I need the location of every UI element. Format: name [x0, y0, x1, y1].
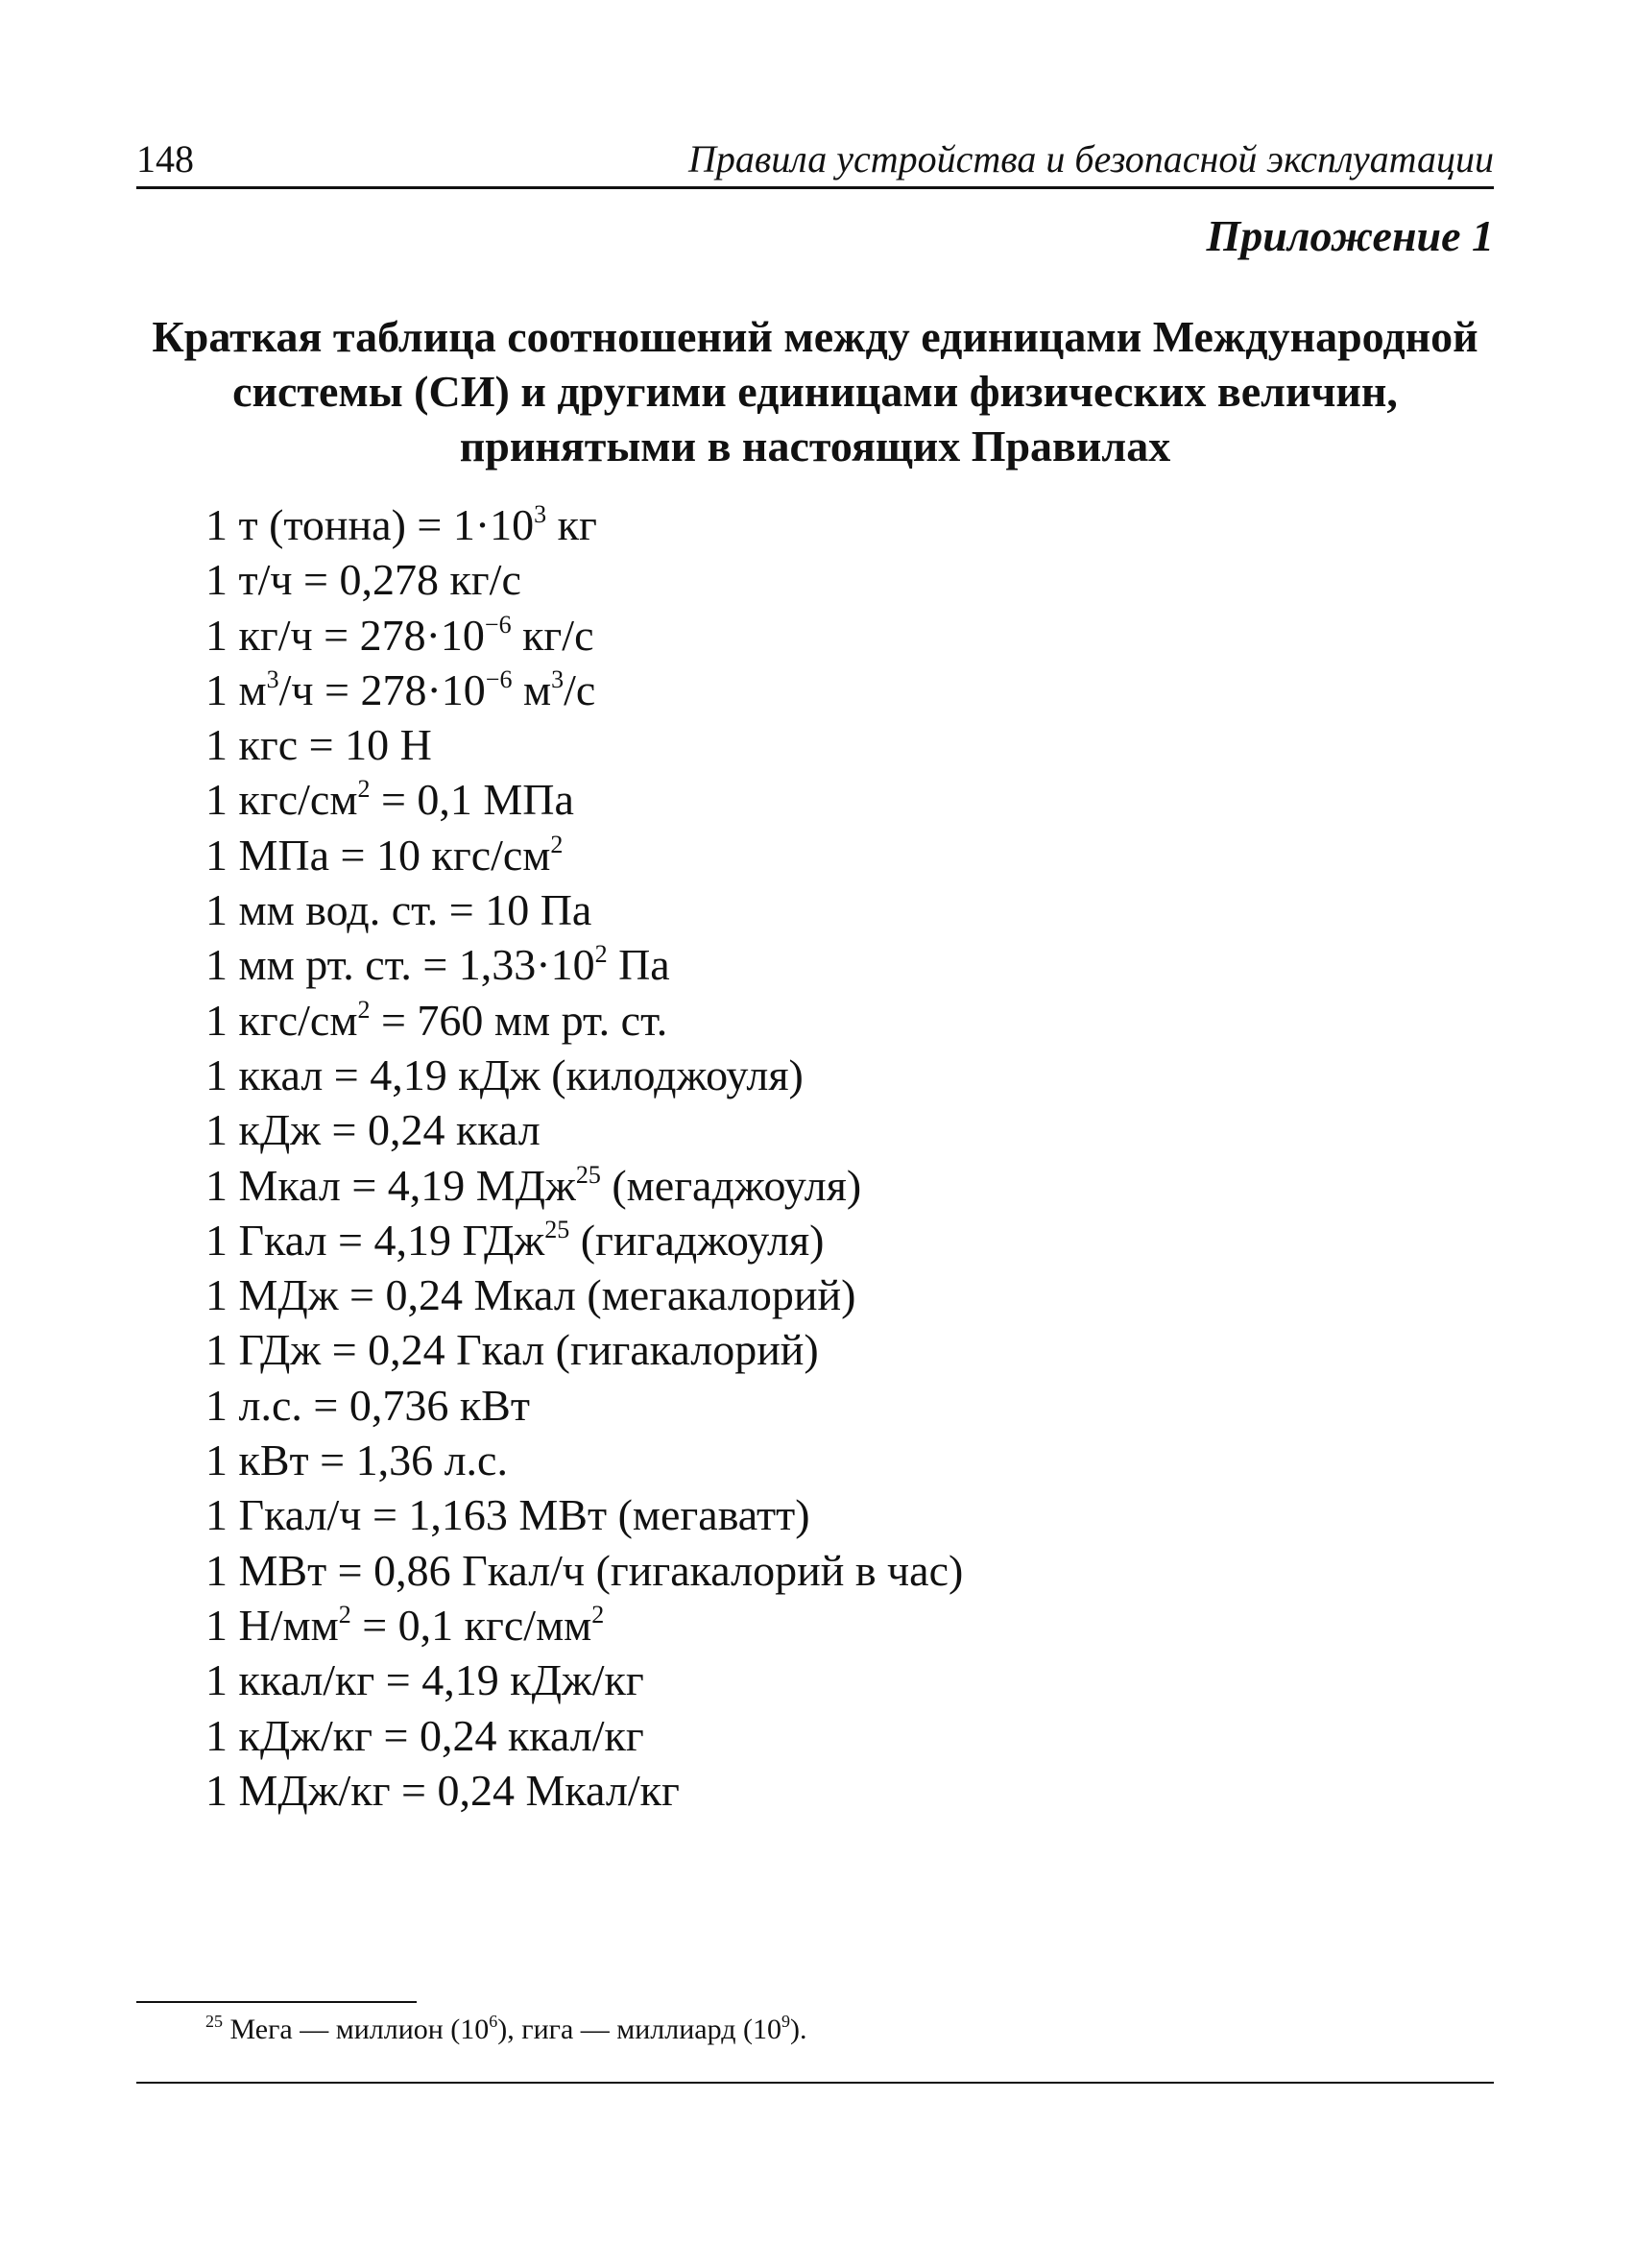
text-run: 1 МПа = 10 кгс/см	[205, 830, 551, 880]
running-header	[136, 136, 1494, 189]
text-run: 1 т (тонна) = 1·10	[205, 500, 535, 549]
text-run: 1 ГДж = 0,24 Гкал (гигакалорий)	[205, 1325, 819, 1375]
conversion-item	[205, 882, 1454, 937]
conversion-item	[205, 1158, 1454, 1213]
text-run: 1 кг/ч = 278·10	[205, 610, 485, 660]
superscript: 3	[534, 500, 547, 528]
bottom-divider	[136, 2082, 1494, 2084]
heading-line: принятыми в настоящих Правилах	[459, 422, 1171, 470]
superscript: 2	[591, 1600, 605, 1629]
conversion-item	[205, 1433, 1454, 1487]
superscript: −6	[485, 664, 513, 693]
superscript: 2	[338, 1600, 351, 1629]
text-run: Мега — миллион (10	[223, 2014, 490, 2045]
conversion-list	[205, 497, 1454, 1818]
conversion-item	[205, 1267, 1454, 1322]
heading-line: Краткая таблица соотношений между единицами Международной	[152, 312, 1478, 361]
text-run: = 0,1 кгс/мм	[350, 1600, 592, 1650]
text-run: 1 т/ч = 0,278 кг/с	[205, 555, 521, 605]
text-run: (гигаджоуля)	[569, 1215, 825, 1265]
conversion-item	[205, 1543, 1454, 1598]
text-run: 1 мм рт. ст. = 1,33·10	[205, 940, 595, 990]
superscript: 2	[357, 775, 371, 804]
text-run: 1 Гкал/ч = 1,163 МВт (мегаватт)	[205, 1490, 810, 1540]
text-run: 1 кгс/см	[205, 775, 358, 825]
text-run: = 760 мм рт. ст.	[370, 995, 668, 1045]
conversion-item	[205, 1487, 1454, 1542]
conversion-item	[205, 1213, 1454, 1267]
conversion-item	[205, 497, 1454, 552]
superscript: 3	[266, 664, 279, 693]
conversion-item	[205, 993, 1454, 1048]
conversion-item	[205, 828, 1454, 882]
conversion-item	[205, 1708, 1454, 1763]
running-title: Правила устройства и безопасной эксплуатации	[688, 137, 1494, 181]
conversion-item	[205, 772, 1454, 827]
text-run: 1 МДж = 0,24 Мкал (мегакалорий)	[205, 1270, 856, 1320]
superscript: 3	[551, 664, 565, 693]
conversion-item	[205, 1653, 1454, 1707]
text-run: 1 мм вод. ст. = 10 Па	[205, 885, 592, 935]
superscript: 6	[489, 2012, 498, 2031]
superscript: 25	[575, 1160, 601, 1189]
text-run: кг/с	[511, 610, 594, 660]
text-run: 1 кДж/кг = 0,24 ккал/кг	[205, 1710, 644, 1760]
text-run: ).	[789, 2014, 807, 2045]
text-run: 1 ккал/кг = 4,19 кДж/кг	[205, 1655, 644, 1705]
footnote	[205, 2011, 806, 2049]
text-run: /с	[564, 664, 596, 714]
footnote-divider	[136, 2001, 417, 2003]
superscript: −6	[484, 610, 512, 639]
conversion-item	[205, 1763, 1454, 1818]
conversion-item	[205, 663, 1454, 717]
text-run: = 0,1 МПа	[370, 775, 574, 825]
superscript: 2	[357, 995, 371, 1024]
appendix-label: Приложение 1	[1206, 211, 1494, 260]
superscript: 9	[781, 2012, 790, 2031]
conversion-item	[205, 608, 1454, 663]
superscript: 2	[550, 830, 564, 858]
conversion-item	[205, 1378, 1454, 1433]
superscript: 25	[544, 1215, 570, 1243]
superscript: 2	[594, 940, 608, 969]
text-run: /ч = 278·10	[278, 664, 486, 714]
text-run: кг	[546, 500, 597, 549]
conversion-item	[205, 1102, 1454, 1157]
superscript: 25	[205, 2012, 223, 2031]
heading-line: системы (СИ) и другими единицами физических величин,	[232, 367, 1398, 416]
conversion-item	[205, 552, 1454, 607]
text-run: 1 МДж/кг = 0,24 Мкал/кг	[205, 1765, 680, 1815]
conversion-item	[205, 1048, 1454, 1102]
text-run: 1 МВт = 0,86 Гкал/ч (гигакалорий в час)	[205, 1545, 964, 1595]
page-number: 148	[136, 137, 194, 181]
text-run: 1 Мкал = 4,19 МДж	[205, 1160, 576, 1210]
text-run: 1 кДж = 0,24 ккал	[205, 1105, 541, 1155]
text-run: 1 Гкал = 4,19 ГДж	[205, 1215, 545, 1265]
text-run: 1 кгс/см	[205, 995, 358, 1045]
conversion-item	[205, 1322, 1454, 1377]
text-run: 1 кгс = 10 Н	[205, 720, 432, 770]
text-run: ), гига — миллиард (10	[497, 2014, 781, 2045]
text-run: 1 л.с. = 0,736 кВт	[205, 1380, 530, 1430]
text-run: м	[512, 664, 552, 714]
section-heading	[136, 309, 1494, 473]
text-run: (мегаджоуля)	[600, 1160, 862, 1210]
text-run: 1 Н/мм	[205, 1600, 339, 1650]
conversion-item	[205, 717, 1454, 772]
text-run: Па	[607, 940, 670, 990]
text-run: 1 кВт = 1,36 л.с.	[205, 1436, 508, 1485]
conversion-item	[205, 937, 1454, 992]
conversion-item	[205, 1598, 1454, 1653]
text-run: 1 м	[205, 664, 267, 714]
text-run: 1 ккал = 4,19 кДж (килоджоуля)	[205, 1050, 804, 1099]
